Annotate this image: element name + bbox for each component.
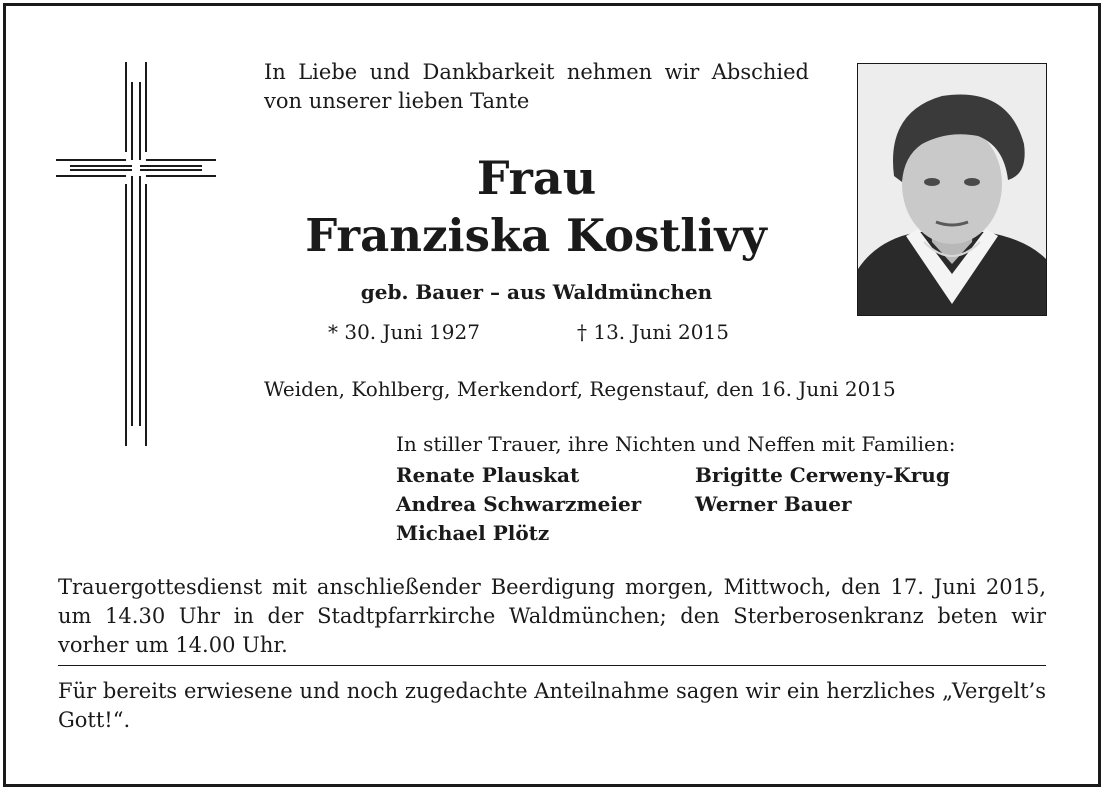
mourner-name: Brigitte Cerweny-Krug — [695, 463, 950, 487]
mourner-name: Andrea Schwarzmeier — [396, 492, 642, 516]
mourner-name: Michael Plötz — [396, 521, 550, 545]
birth-date: * 30. Juni 1927 — [328, 320, 480, 344]
mourners-intro: In stiller Trauer, ihre Nichten und Neffen mit Familien: — [396, 432, 956, 456]
service-info: Trauergottesdienst mit anschließender Beerdigung morgen, Mittwoch, den 17. Juni 2015, um 14.30 Uhr in der Stadtpfarrkirche Waldmünchen; den Sterberosenkranz beten wir vorher um 14.00 Uhr. — [58, 575, 1046, 657]
intro-text: In Liebe und Dankbarkeit nehmen wir Abschied von unserer lieben Tante — [264, 60, 809, 113]
death-date: † 13. Juni 2015 — [577, 320, 729, 344]
mourner-name: Werner Bauer — [695, 492, 852, 516]
mourner-name: Renate Plauskat — [396, 463, 580, 487]
salutation: Frau — [476, 151, 597, 205]
deceased-name: Franziska Kostlivy — [305, 209, 767, 262]
mourners-list — [396, 461, 996, 548]
thanks-text: Für bereits erwiesene und noch zugedachte Anteilnahme sagen wir ein herzliches „Vergelt’s Gott!“. — [58, 679, 1046, 732]
portrait-photo — [857, 63, 1047, 316]
place-and-date: Weiden, Kohlberg, Merkendorf, Regenstauf, den 16. Juni 2015 — [264, 377, 896, 401]
divider — [58, 665, 1046, 666]
cross-icon — [56, 62, 216, 446]
birth-name: geb. Bauer – aus Waldmünchen — [360, 280, 713, 304]
